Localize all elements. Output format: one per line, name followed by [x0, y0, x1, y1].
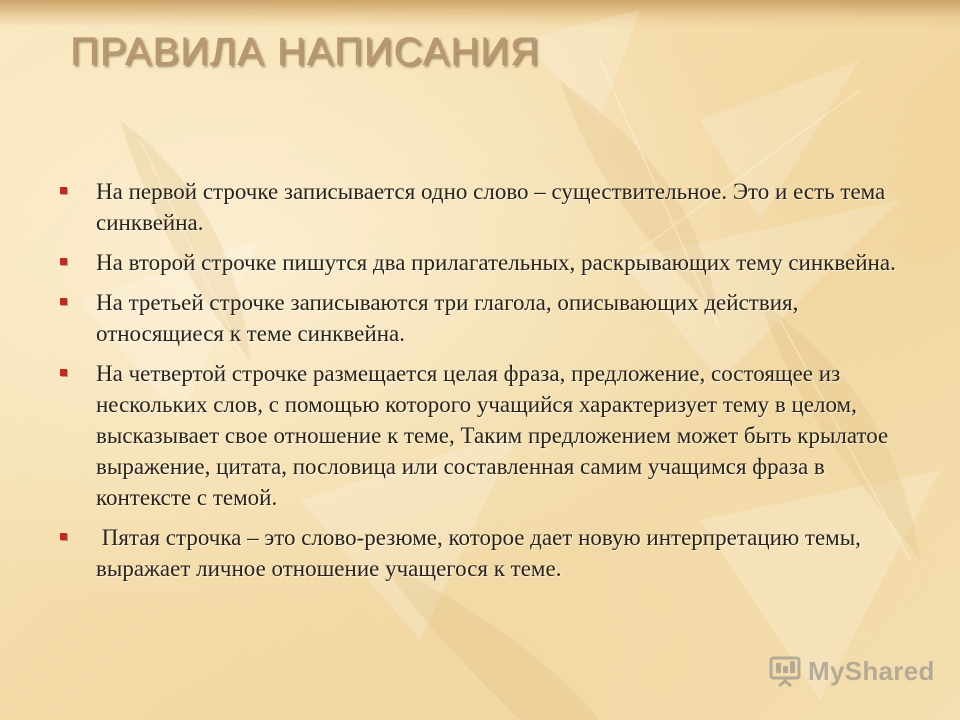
bullet-text: На второй строчке пишутся два прилагательных, раскрывающих тему синквейна.	[96, 250, 896, 275]
list-item	[56, 358, 906, 513]
myshared-watermark	[768, 654, 935, 688]
slide-title: ПРАВИЛА НАПИСАНИЯ	[70, 30, 540, 74]
bullet-list	[56, 176, 906, 593]
bullet-text: На четвертой строчке размещается целая фраза, предложение, состоящее из нескольких слов, с помощью которого учащийся характеризует тему в целом, высказывает свое отношение к теме, Таким предложением может быть крылатое выражение, цитата, пословица или составленная самим учащимся фраза в контексте с темой.	[96, 361, 894, 510]
bullet-square-icon	[60, 533, 67, 540]
bullet-square-icon	[60, 187, 67, 194]
bullet-square-icon	[60, 369, 67, 376]
bullet-text: На третьей строчке записываются три глагола, описывающих действия, относящиеся к теме синквейна.	[96, 290, 805, 346]
list-item	[56, 522, 906, 584]
watermark-text: MyShared	[808, 655, 935, 686]
presentation-board-icon	[768, 654, 802, 688]
bullet-square-icon	[60, 258, 67, 265]
list-item	[56, 176, 906, 238]
list-item	[56, 247, 906, 278]
bullet-square-icon	[60, 298, 67, 305]
bullet-text: На первой строчке записывается одно слово – существительное. Это и есть тема синквейна.	[96, 179, 892, 235]
bullet-text: Пятая строчка – это слово-резюме, которое дает новую интерпретацию темы, выражает личное отношение учащегося к теме.	[96, 525, 873, 581]
list-item	[56, 287, 906, 349]
